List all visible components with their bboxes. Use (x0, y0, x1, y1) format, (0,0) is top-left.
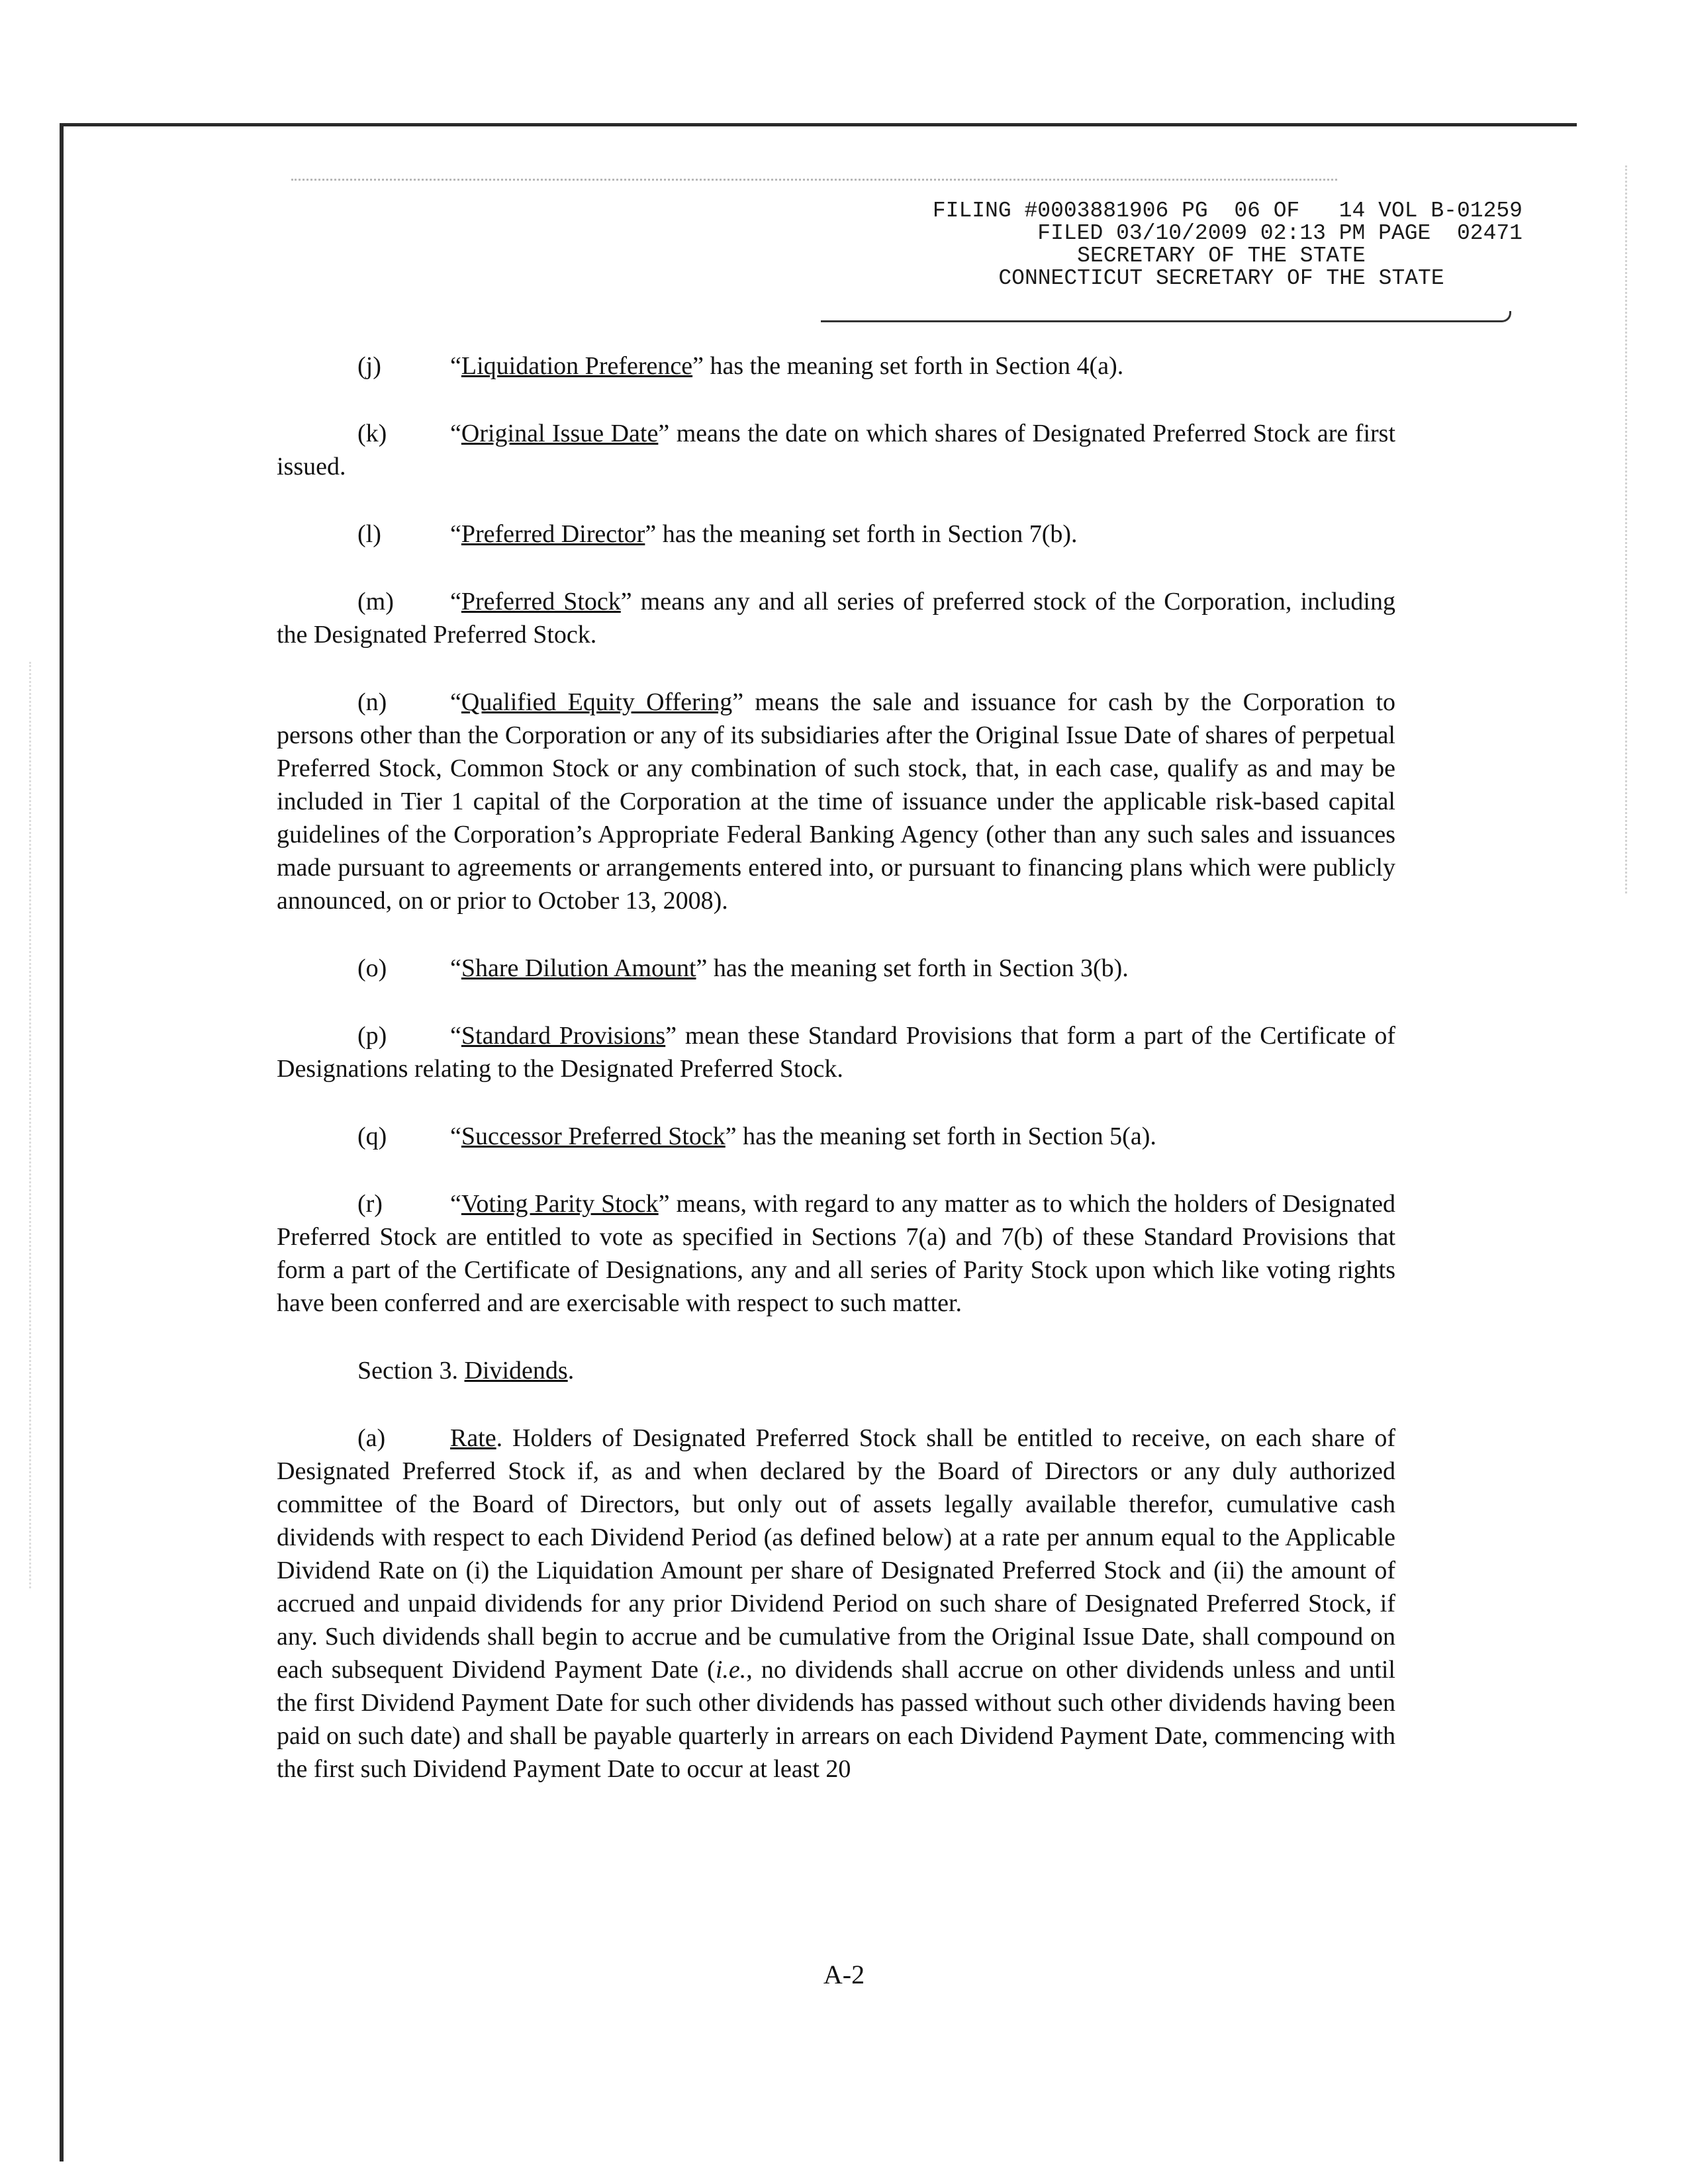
definition-q: (q) “Successor Preferred Stock” has the meaning set forth in Section 5(a). (277, 1120, 1395, 1153)
definition-o: (o) “Share Dilution Amount” has the meaning set forth in Section 3(b). (277, 952, 1395, 985)
filing-stamp-rule (821, 311, 1511, 322)
defined-term: Standard Provisions (461, 1022, 666, 1050)
definition-r: (r) “Voting Parity Stock” means, with regard to any matter as to which the holders of Designated Preferred Stock are entitled to vote as specified in Sections 7(a) and 7(b) of these Standard Provisions that form a part of the Certificate of Designations, any and all series of Parity Stock upon which like voting rights have been conferred and are exercisable with respect to such matter. (277, 1187, 1395, 1320)
defined-term: Share Dilution Amount (461, 954, 696, 982)
definition-label: (k) (357, 420, 387, 447)
definition-label: (n) (357, 688, 387, 716)
filing-stamp-line-3: SECRETARY OF THE STATE (1077, 244, 1366, 268)
definition-text: has the meaning set forth in Section 3(b). (707, 954, 1129, 982)
filing-stamp-line-1: FILING #0003881906 PG 06 OF 14 VOL B-01259 (932, 199, 1523, 223)
definition-l: (l) “Preferred Director” has the meaning set forth in Section 7(b). (277, 518, 1395, 551)
defined-term: Successor Preferred Stock (461, 1122, 726, 1150)
definition-text: has the meaning set forth in Section 4(a). (704, 352, 1124, 380)
scan-border-top (61, 123, 1577, 126)
definition-n: (n) “Qualified Equity Offering” means the sale and issuance for cash by the Corporation to persons other than the Corporation or any of its subsidiaries after the Original Issue Date of shares of perpetual Preferred Stock, Common Stock or any combination of such stock, that, in each case, qualify as and may be included in Tier 1 capital of the Corporation at the time of issuance under the applicable risk-based capital guidelines of the Corporation’s Appropriate Federal Banking Agency (other than any such sales and issuances made pursuant to agreements or arrangements entered into, or pursuant to financing plans which were publicly announced, on or prior to October 13, 2008). (277, 686, 1395, 917)
filing-stamp-line-2: FILED 03/10/2009 02:13 PM PAGE 02471 (1037, 221, 1523, 246)
definition-label: (q) (357, 1122, 387, 1150)
definition-label: (p) (357, 1022, 387, 1050)
definition-label: (j) (357, 352, 381, 380)
definition-text: has the meaning set forth in Section 5(a). (736, 1122, 1156, 1150)
scan-artifact-right-edge (1625, 165, 1627, 893)
filing-stamp-line-4: CONNECTICUT SECRETARY OF THE STATE (998, 266, 1444, 291)
scan-artifact-line (291, 179, 1337, 181)
definition-text: means the date on which shares of Designated Preferred Stock are first issued. (277, 420, 1396, 480)
defined-term: Voting Parity Stock (461, 1190, 659, 1218)
definition-p: (p) “Standard Provisions” mean these Standard Provisions that form a part of the Certificate of Designations relating to the Designated Preferred Stock. (277, 1019, 1395, 1085)
filing-stamp (788, 200, 1523, 290)
scan-artifact-left-edge (29, 662, 31, 1588)
definition-text: means, with regard to any matter as to which the holders of Designated Preferred Stock are entitled to vote as specified in Sections 7(a) and 7(b) of these Standard Provisions that form a part of the Certificate of Designations, any and all series of Parity Stock upon which like voting rights have been conferred and are exercisable with respect to such matter. (277, 1190, 1395, 1317)
page-number: A-2 (823, 1960, 865, 1989)
definition-j: (j) “Liquidation Preference” has the meaning set forth in Section 4(a). (277, 349, 1395, 383)
section-3a-rate: (a) Rate. Holders of Designated Preferred Stock shall be entitled to receive, on each share of Designated Preferred Stock if, as and when declared by the Board of Directors or any duly authorized committee of the Board of Directors, but only out of assets legally available therefor, cumulative cash dividends with respect to each Dividend Period (as defined below) at a rate per annum equal to the Applicable Dividend Rate on (i) the Liquidation Amount per share of Designated Preferred Stock and (ii) the amount of accrued and unpaid dividends for any prior Dividend Period on such share of Designated Preferred Stock, if any. Such dividends shall begin to accrue and be cumulative from the Original Issue Date, shall compound on each subsequent Dividend Payment Date (i.e., no dividends shall accrue on other dividends unless and until the first Dividend Payment Date for such other dividends has passed without such other dividends having been paid on such date) and shall be payable quarterly in arrears on each Dividend Payment Date, commencing with the first such Dividend Payment Date to occur at least 20 (277, 1422, 1395, 1786)
definition-label: (l) (357, 520, 381, 548)
definition-label: (m) (357, 588, 394, 615)
definition-text: has the meaning set forth in Section 7(b). (656, 520, 1078, 548)
definition-k: (k) “Original Issue Date” means the date on which shares of Designated Preferred Stock are first issued. (277, 417, 1395, 483)
section-title: Dividends (464, 1357, 568, 1385)
subsection-heading: Rate (450, 1424, 496, 1452)
definition-label: (r) (357, 1190, 383, 1218)
definition-m: (m) “Preferred Stock” means any and all series of preferred stock of the Corporation, including the Designated Preferred Stock. (277, 585, 1395, 651)
definition-text: mean these Standard Provisions that form a part of the Certificate of Designations relating to the Designated Preferred Stock. (277, 1022, 1395, 1083)
scan-border-left (60, 123, 64, 2161)
definition-label: (o) (357, 954, 387, 982)
defined-term: Qualified Equity Offering (461, 688, 733, 716)
defined-term: Liquidation Preference (461, 352, 693, 380)
definition-text: means any and all series of preferred stock of the Corporation, including the Designated Preferred Stock. (277, 588, 1395, 649)
defined-term: Original Issue Date (461, 420, 659, 447)
defined-term: Preferred Stock (461, 588, 621, 615)
defined-term: Preferred Director (461, 520, 645, 548)
section-3-heading: Section 3. Dividends. (357, 1357, 575, 1385)
document-body (277, 349, 1395, 1786)
subsection-label: (a) (357, 1424, 386, 1452)
definition-text: means the sale and issuance for cash by the Corporation to persons other than the Corporation or any of its subsidiaries after the Original Issue Date of shares of perpetual Preferred Stock, Common Stock or any combination of such stock, that, in each case, qualify as and may be included in Tier 1 capital of the Corporation at the time of issuance under the applicable risk-based capital guidelines of the Corporation’s Appropriate Federal Banking Agency (other than any such sales and issuances made pursuant to agreements or arrangements entered into, or pursuant to financing plans which were publicly announced, on or prior to October 13, 2008). (277, 688, 1395, 915)
